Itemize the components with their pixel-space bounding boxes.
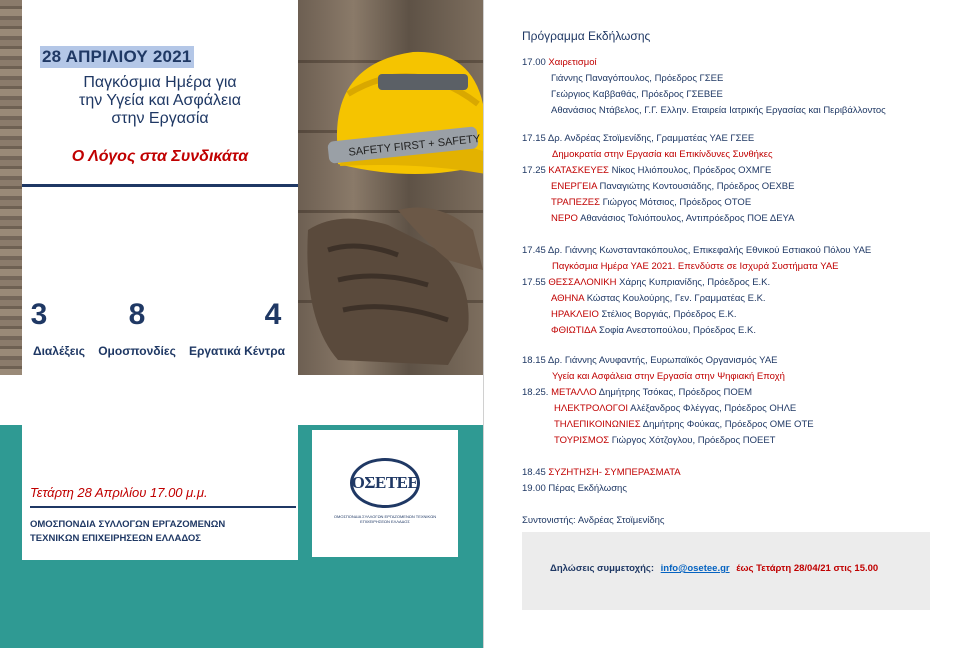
program-speaker: Γιάννης Παναγόπουλος, Πρόεδρος ΓΣΕΕ — [551, 73, 724, 84]
stat-federations — [120, 298, 154, 332]
program-row — [551, 325, 756, 337]
program-speaker: Δημήτρης Φούκας, Πρόεδρος ΟΜΕ ΟΤΕ — [642, 419, 814, 430]
program-speaker: Δημήτρης Τσόκας, Πρόεδρος ΠΟΕΜ — [598, 387, 753, 398]
stat-labour-centres — [256, 298, 290, 332]
program-topic: ΝΕΡΟ — [551, 213, 578, 224]
program-row — [522, 245, 871, 257]
program-speaker: Νίκος Ηλιόπουλος, Πρόεδρος ΟΧΜΓΕ — [611, 165, 772, 176]
program-speaker: Δρ. Γιάννης Ανυφαντής, Ευρωπαϊκός Οργανισμός ΥΑΕ — [547, 355, 778, 366]
program-time: 18.15 — [522, 355, 546, 366]
svg-text:SAFETY FIRST + SAFETY: SAFETY FIRST + SAFETY — [347, 132, 481, 159]
program-topic: ΑΘΗΝΑ — [551, 293, 585, 304]
title-divider — [22, 184, 298, 187]
program-time: 19.00 — [522, 483, 546, 494]
stat-label: Εργατικά Κέντρα — [188, 344, 286, 358]
program-topic: ΕΝΕΡΓΕΙΑ — [551, 181, 597, 192]
stat-label: Διαλέξεις — [32, 344, 86, 358]
program-topic: ΚΑΤΑΣΚΕΥΕΣ — [548, 165, 609, 176]
stat-lectures-label — [26, 332, 92, 358]
registration-deadline: έως Τετάρτη 28/04/21 στις 15.00 — [736, 563, 879, 574]
organizer-divider — [30, 506, 296, 508]
program-row — [551, 213, 795, 225]
program-speaker: Χάρης Κυπριανίδης, Πρόεδρος Ε.Κ. — [619, 277, 771, 288]
logo-text: ΟΣΕΤΕΕ — [351, 473, 419, 492]
program-topic: ΣΥΖΗΤΗΣΗ- ΣΥΜΠΕΡΑΣΜΑΤΑ — [548, 467, 681, 478]
program-row — [522, 57, 597, 69]
program-time: 17.15 — [522, 133, 546, 144]
program-row — [551, 73, 723, 85]
program-topic: ΗΡΑΚΛΕΙΟ — [551, 309, 599, 320]
program-topic: Παγκόσμια Ημέρα ΥΑΕ 2021. Επενδύστε σε Ισχυρά Συστήματα ΥΑΕ — [552, 261, 839, 272]
program-row — [554, 419, 814, 431]
program-topic: ΗΛΕΚΤΡΟΛΟΓΟΙ — [554, 403, 629, 414]
program-topic: ΜΕΤΑΛΛΟ — [551, 387, 597, 398]
program-topic: ΤΗΛΕΠΙΚΟΙΝΩΝΙΕΣ — [554, 419, 641, 430]
program-topic: ΤΡΑΠΕΖΕΣ — [551, 197, 600, 208]
program-row — [551, 181, 794, 193]
program-speaker: Αθανάσιος Τολιόπουλος, Αντιπρόεδρος ΠΟΕ ΔΕΥΑ — [580, 213, 795, 224]
program-row — [522, 133, 754, 145]
organizer-line: ΤΕΧΝΙΚΩΝ ΕΠΙΧΕΙΡΗΣΕΩΝ ΕΛΛΑΔΟΣ — [30, 533, 201, 544]
program-row — [554, 403, 796, 415]
registration-label: Δηλώσεις συμμετοχής: — [550, 563, 655, 574]
logo-caption: ΟΜΟΣΠΟΝΔΙΑ ΣΥΛΛΟΓΩΝ ΕΡΓΑΖΟΜΕΝΩΝ ΤΕΧΝΙΚΩΝ ΕΠΙΧΕΙΡΗΣΕΩΝ ΕΛΛΑΔΟΣ — [333, 514, 437, 524]
registration-email-link[interactable]: info@osetee.gr — [660, 563, 730, 574]
program-row — [522, 387, 752, 399]
event-datetime: Τετάρτη 28 Απριλίου 17.00 μ.μ. — [30, 485, 208, 500]
program-title: Πρόγραμμα Εκδήλωσης — [522, 29, 651, 43]
program-speaker: Αθανάσιος Ντάβελος, Γ.Γ. Ελλην. Εταιρεία Ιατρικής Εργασίας και Περιβάλλοντος — [551, 105, 886, 116]
program-row — [522, 355, 778, 367]
stat-lectures — [22, 298, 56, 332]
program-row — [522, 467, 681, 479]
stat-number: 4 — [264, 298, 282, 331]
program-topic: Υγεία και Ασφάλεια στην Εργασία στην Ψηφιακή Εποχή — [552, 371, 785, 382]
program-row — [551, 105, 886, 117]
stat-label: Ομοσπονδίες — [98, 344, 176, 358]
program-speaker: Δρ. Γιάννης Κωνσταντακόπουλος, Επικεφαλής Εθνικού Εστιακού Πόλου ΥΑΕ — [547, 245, 872, 256]
osetee-logo — [350, 458, 420, 508]
program-row — [522, 277, 770, 289]
program-topic: ΦΘΙΩΤΙΔΑ — [551, 325, 597, 336]
program-row — [522, 165, 771, 177]
program-topic: Δημοκρατία στην Εργασία και Επικίνδυνες Συνθήκες — [552, 149, 773, 160]
hard-hat-icon — [318, 34, 483, 184]
safety-gear-photo — [298, 0, 483, 375]
program-row — [551, 89, 723, 101]
program-row — [552, 371, 785, 383]
program-topic: ΘΕΣΣΑΛΟΝΙΚΗ — [548, 277, 617, 288]
stat-number: 8 — [128, 298, 146, 331]
program-speaker: Κώστας Κουλούρης, Γεν. Γραμματέας Ε.Κ. — [586, 293, 766, 304]
program-topic: Χαιρετισμοί — [548, 57, 597, 68]
program-time: 17.00 — [522, 57, 546, 68]
program-speaker: Αλέξανδρος Φλέγγας, Πρόεδρος ΟΗΛΕ — [630, 403, 797, 414]
program-time: 17.55 — [522, 277, 546, 288]
headline-line: την Υγεία και Ασφάλεια — [79, 92, 241, 109]
program-speaker: Γεώργιος Καββαθάς, Πρόεδρος ΓΣΕΒΕΕ — [551, 89, 723, 100]
program-time: 18.25. — [522, 387, 549, 398]
program-topic: ΤΟΥΡΙΣΜΟΣ — [554, 435, 610, 446]
program-row — [522, 483, 627, 495]
registration-line — [550, 563, 878, 574]
program-row — [554, 435, 775, 447]
program-time: 17.25 — [522, 165, 546, 176]
stat-number: 3 — [30, 298, 48, 331]
event-date-title: 28 ΑΠΡΙΛΙΟΥ 2021 — [42, 47, 192, 66]
program-row — [552, 261, 839, 273]
wood-texture-strip — [0, 0, 22, 375]
program-row — [552, 149, 773, 161]
program-row — [522, 515, 665, 527]
program-speaker: Δρ. Ανδρέας Στοϊμενίδης, Γραμματέας ΥΑΕ ΓΣΕΕ — [547, 133, 755, 144]
program-speaker: Γιώργος Μότσιος, Πρόεδρος ΟΤΟΕ — [602, 197, 752, 208]
program-speaker: Παναγιώτης Κοντουσιάδης, Πρόεδρος ΟΕΧΒΕ — [599, 181, 795, 192]
program-row — [551, 197, 751, 209]
stat-federations-label — [94, 332, 180, 358]
headline-line: στην Εργασία — [111, 110, 209, 127]
program-row — [551, 293, 766, 305]
event-headline — [40, 74, 280, 128]
headline-line: Παγκόσμια Ημέρα για — [83, 74, 237, 91]
program-speaker: Πέρας Εκδήλωσης — [548, 483, 627, 494]
program-speaker: Συντονιστής: Ανδρέας Στοϊμενίδης — [522, 515, 665, 526]
program-speaker: Στέλιος Βοργιάς, Πρόεδρος Ε.Κ. — [601, 309, 737, 320]
program-time: 18.45 — [522, 467, 546, 478]
organizer-name — [30, 518, 225, 546]
program-speaker: Σοφία Ανεστοπούλου, Πρόεδρος Ε.Κ. — [598, 325, 756, 336]
program-speaker: Γιώργος Χότζογλου, Πρόεδρος ΠΟΕΕΤ — [611, 435, 776, 446]
stat-labour-centres-label — [184, 332, 290, 358]
organizer-line: ΟΜΟΣΠΟΝΔΙΑ ΣΥΛΛΟΓΩΝ ΕΡΓΑΖΟΜΕΝΩΝ — [30, 519, 226, 530]
event-subheading: Ο Λόγος στα Συνδικάτα — [71, 148, 249, 165]
program-time: 17.45 — [522, 245, 546, 256]
program-row — [551, 309, 736, 321]
work-gloves-icon — [298, 190, 483, 375]
